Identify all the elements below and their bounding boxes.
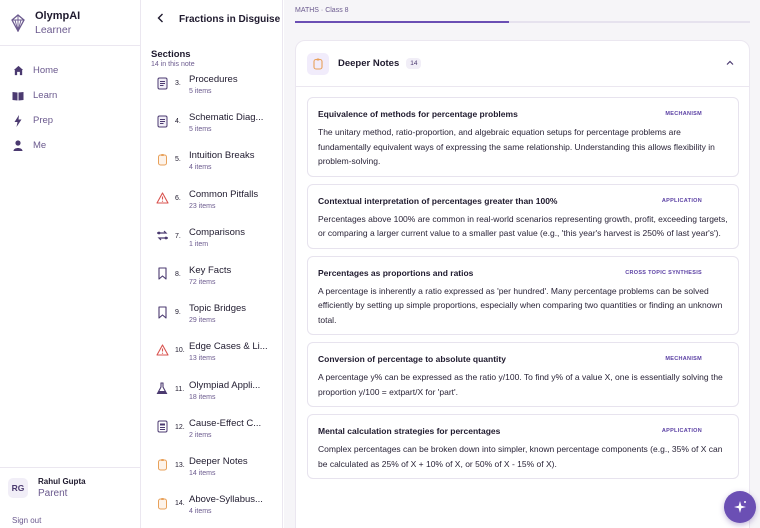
section-number: 6.: [175, 194, 181, 202]
avatar[interactable]: RG: [8, 478, 28, 498]
note-item[interactable]: [307, 414, 739, 479]
section-number: 3.: [175, 80, 181, 87]
section-item[interactable]: [141, 452, 282, 490]
document-icon: [155, 114, 169, 128]
nav-item-prep[interactable]: [0, 108, 140, 133]
section-name: Edge Cases & Li...: [189, 341, 268, 353]
brand[interactable]: [0, 0, 140, 46]
brand-subtitle: Learner: [35, 24, 72, 36]
section-item[interactable]: [141, 414, 282, 452]
card-header[interactable]: [296, 41, 749, 87]
section-item-count: 4 items: [189, 164, 212, 172]
left-nav: [0, 0, 141, 528]
bolt-icon: [12, 115, 24, 127]
section-number: 12.: [175, 423, 185, 431]
note-item-title: Percentages as proportions and ratios: [318, 267, 474, 278]
home-icon: [12, 65, 24, 77]
section-item-count: 2 items: [189, 431, 212, 439]
section-item-count: 23 items: [189, 202, 216, 210]
note-item-tag: MECHANISM: [665, 356, 702, 362]
section-item-count: 18 items: [189, 393, 216, 401]
book-icon: [12, 90, 24, 102]
progress-fill: [295, 21, 509, 23]
section-item-count: 72 items: [189, 278, 216, 286]
section-number: 4.: [175, 118, 181, 126]
nav-label-prep: Prep: [33, 115, 54, 126]
warning-icon: [155, 343, 169, 357]
note-item-tag: CROSS TOPIC SYNTHESIS: [625, 269, 702, 276]
section-item-count: 5 items: [189, 126, 212, 134]
section-name: Comparisons: [189, 226, 245, 238]
section-name: Common Pitfalls: [189, 188, 259, 200]
section-item-count: 29 items: [189, 317, 216, 325]
list-icon: [155, 420, 169, 434]
note-item[interactable]: [307, 97, 739, 177]
logo-icon: [10, 14, 26, 32]
card-title: Deeper Notes: [338, 58, 400, 69]
bookmark-icon: [155, 267, 169, 281]
sections-count: 14 in this note: [151, 61, 195, 68]
section-name: Cause-Effect C...: [189, 417, 262, 429]
section-name: Schematic Diag...: [189, 112, 264, 124]
section-item-count: 13 items: [189, 355, 216, 363]
sign-out-link[interactable]: Sign out: [12, 516, 42, 525]
section-item[interactable]: [141, 185, 282, 223]
user-role: Parent: [38, 488, 68, 499]
section-name: Deeper Notes: [189, 455, 248, 467]
nav-item-me[interactable]: [0, 133, 140, 158]
section-number: 7.: [175, 232, 181, 240]
section-number: 11.: [175, 385, 185, 393]
nav-item-learn[interactable]: [0, 83, 140, 108]
nav-label-learn: Learn: [33, 90, 58, 101]
section-number: 5.: [175, 156, 181, 164]
section-item-count: 5 items: [189, 88, 212, 95]
flask-icon: [155, 382, 169, 396]
section-name: Above-Syllabus...: [189, 494, 263, 506]
progress-bar: [295, 21, 750, 23]
note-item-tag: APPLICATION: [661, 197, 702, 204]
document-icon: [155, 76, 169, 90]
sparkle-icon: [733, 500, 747, 514]
bookmark-icon: [155, 305, 169, 319]
section-name: Olympiad Appli...: [189, 379, 261, 391]
note-title: Fractions in Disguise: [179, 13, 281, 25]
section-item-count: 4 items: [189, 508, 212, 516]
sections-panel: [141, 0, 283, 528]
note-item-body: Percentages above 100% are common in real-world scenarios representing growth, profit, exceeding targets, or comparing a larger current value to a smaller past value (e.g., 'this year's harvest is 250% of last year's').: [318, 213, 728, 238]
note-icon: [307, 53, 329, 75]
back-icon[interactable]: [157, 12, 167, 26]
sections-label: Sections: [151, 49, 191, 60]
section-name: Intuition Breaks: [189, 150, 255, 162]
user-panel: [0, 467, 140, 525]
section-name: Key Facts: [189, 264, 232, 276]
note-item-body: A percentage y% can be expressed as the ratio y/100. To find y% of a value X, one is essentially solving the proportion y/100 = extpart/X for 'part'.: [318, 372, 723, 397]
note-item-body: The unitary method, ratio-proportion, and algebraic equation setups for percentage problems are fundamentally equivalent ways of expressing the same relationship. Understanding this allows flexibility in problem-solving.: [318, 127, 715, 166]
chevron-up-icon[interactable]: [725, 58, 735, 68]
note-item-tag: MECHANISM: [665, 111, 702, 117]
section-item[interactable]: [141, 337, 282, 375]
section-number: 14.: [175, 500, 185, 508]
nav-label-home: Home: [33, 65, 59, 76]
note-item[interactable]: [307, 342, 739, 407]
note-item[interactable]: [307, 184, 739, 249]
note-icon: [155, 458, 169, 472]
note-item-body: Complex percentages can be broken down into simpler, known percentage components (e.g., 35% of X can be calculated as 25% of X + 10% of X, or 50% of X - 15% of X).: [318, 444, 723, 469]
user-name: Rahul Gupta: [38, 477, 86, 486]
deeper-notes-card: [295, 40, 750, 528]
section-item-count: 14 items: [189, 469, 216, 477]
warning-icon: [155, 191, 169, 205]
section-item[interactable]: [141, 70, 282, 108]
section-item[interactable]: [141, 376, 282, 414]
section-item[interactable]: [141, 261, 282, 299]
section-number: 8.: [175, 270, 181, 278]
section-name: Procedures: [189, 74, 238, 85]
section-number: 10.: [175, 347, 185, 355]
note-item-title: Mental calculation strategies for percentages: [318, 426, 501, 436]
note-icon: [155, 152, 169, 166]
section-item[interactable]: [141, 490, 282, 528]
count-badge: 14: [406, 58, 421, 69]
note-item-body: A percentage is inherently a ratio expressed as 'per hundred'. Many percentage problems can be solved efficiently by setting up simple proportions, especially when comparing two quantities or finding an unknown total.: [318, 285, 723, 325]
sections-list: [141, 68, 282, 528]
note-icon: [155, 496, 169, 510]
note-item-title: Contextual interpretation of percentages greater than 100%: [318, 195, 558, 206]
compare-icon: [155, 229, 169, 243]
nav-item-home[interactable]: [0, 58, 140, 83]
ai-assistant-button[interactable]: [724, 491, 756, 523]
note-header: [141, 0, 282, 38]
section-item-count: 1 item: [189, 240, 209, 248]
section-item[interactable]: [141, 223, 282, 261]
note-item-tag: APPLICATION: [661, 428, 702, 434]
section-item[interactable]: [141, 299, 282, 337]
note-item-title: Equivalence of methods for percentage problems: [318, 109, 518, 119]
note-item[interactable]: [307, 256, 739, 336]
note-item-title: Conversion of percentage to absolute quantity: [318, 354, 506, 364]
main-content: [284, 0, 760, 528]
breadcrumb: MATHS · Class 8: [295, 7, 349, 14]
notes-list: [296, 87, 749, 479]
brand-title: OlympAI: [35, 10, 81, 22]
section-number: 9.: [175, 309, 181, 317]
section-item[interactable]: [141, 108, 282, 146]
section-number: 13.: [175, 461, 185, 469]
person-icon: [12, 140, 24, 152]
section-item[interactable]: [141, 146, 282, 184]
nav-label-me: Me: [33, 140, 47, 151]
section-name: Topic Bridges: [189, 303, 247, 315]
